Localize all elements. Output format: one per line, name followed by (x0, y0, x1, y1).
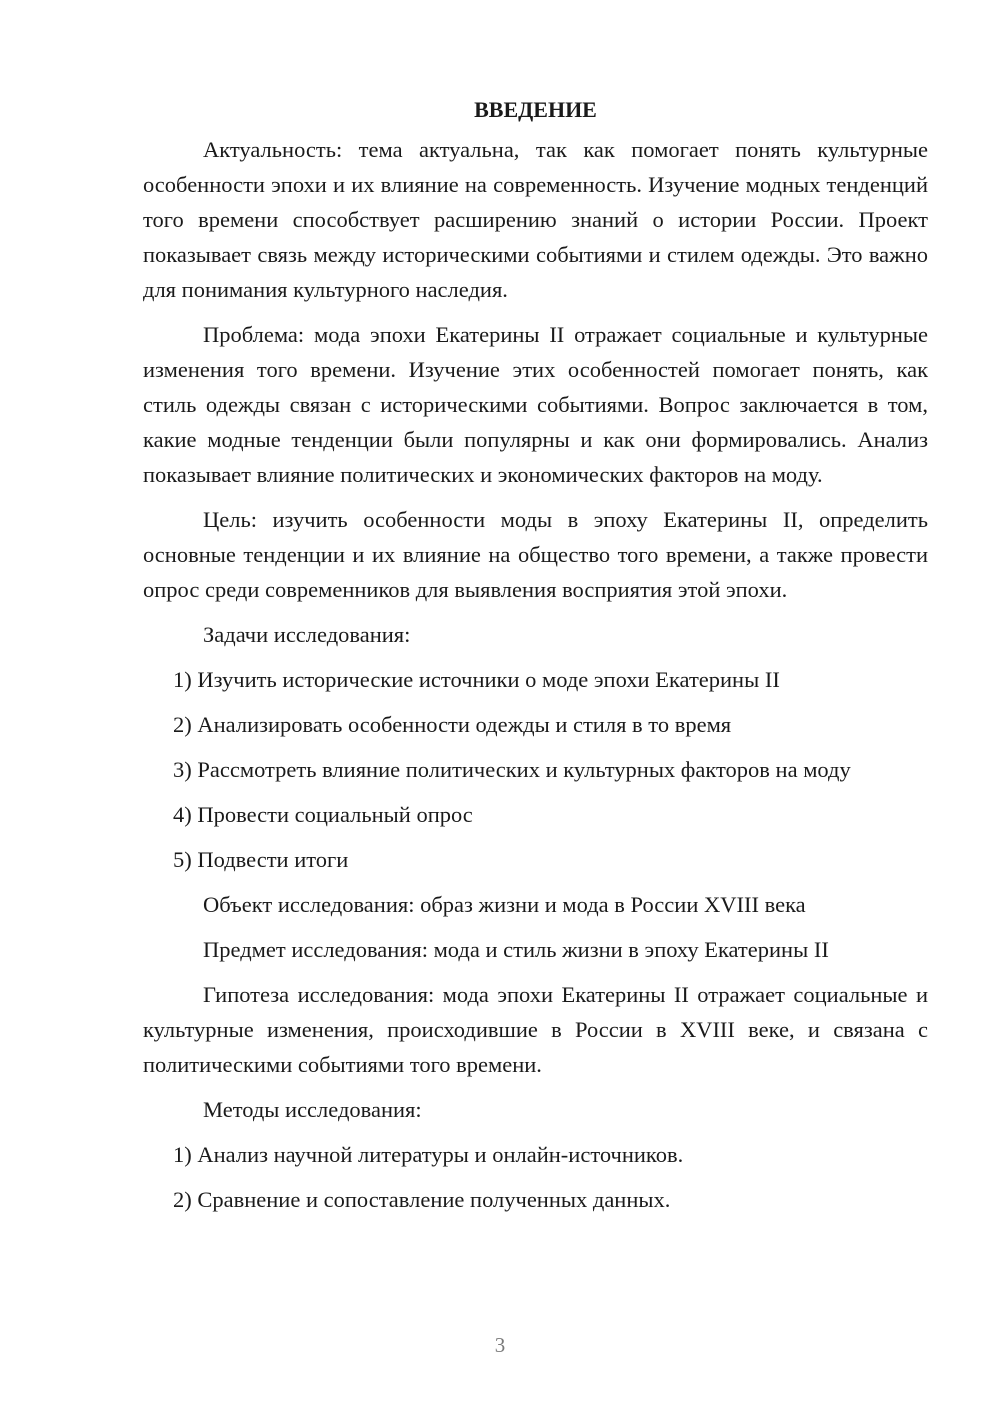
task-item: 2) Анализировать особенности одежды и стиля в то время (173, 712, 732, 737)
method-item: 2) Сравнение и сопоставление полученных данных. (173, 1187, 671, 1212)
page-content (143, 92, 928, 1227)
task-item: 4) Провести социальный опрос (173, 802, 473, 827)
task-item: 1) Изучить исторические источники о моде эпохи Екатерины II (173, 667, 780, 692)
object-paragraph: Объект исследования: образ жизни и мода в России XVIII века (203, 892, 806, 917)
task-item: 3) Рассмотреть влияние политических и культурных факторов на моду (173, 757, 851, 782)
subject-paragraph: Предмет исследования: мода и стиль жизни в эпоху Екатерины II (203, 937, 829, 962)
method-item: 1) Анализ научной литературы и онлайн-источников. (173, 1142, 684, 1167)
problem-paragraph: Проблема: мода эпохи Екатерины II отражает социальные и культурные изменения того времени. Изучение этих особенностей помогает понять, как стиль одежды связан с историческими событиями. Вопрос заключается в том, какие модные тенденции были популярны и как они формировались. Анализ показывает влияние политических и экономических факторов на моду. (143, 322, 928, 487)
section-title: ВВЕДЕНИЕ (474, 97, 597, 122)
methods-heading: Методы исследования: (203, 1097, 422, 1122)
page-number: 3 (494, 1333, 506, 1357)
relevance-paragraph: Актуальность: тема актуальна, так как помогает понять культурные особенности эпохи и их влияние на современность. Изучение модных тенденций того времени способствует расширению знаний о истории России. Проект показывает связь между историческими событиями и стилем одежды. Это важно для понимания культурного наследия. (143, 137, 928, 302)
tasks-heading: Задачи исследования: (203, 622, 411, 647)
hypothesis-paragraph: Гипотеза исследования: мода эпохи Екатерины II отражает социальные и культурные изменения, происходившие в России в XVIII веке, и связана с политическими событиями того времени. (143, 982, 928, 1077)
goal-paragraph: Цель: изучить особенности моды в эпоху Екатерины II, определить основные тенденции и их влияние на общество того времени, а также провести опрос среди современников для выявления восприятия этой эпохи. (143, 507, 928, 602)
task-item: 5) Подвести итоги (173, 847, 349, 872)
